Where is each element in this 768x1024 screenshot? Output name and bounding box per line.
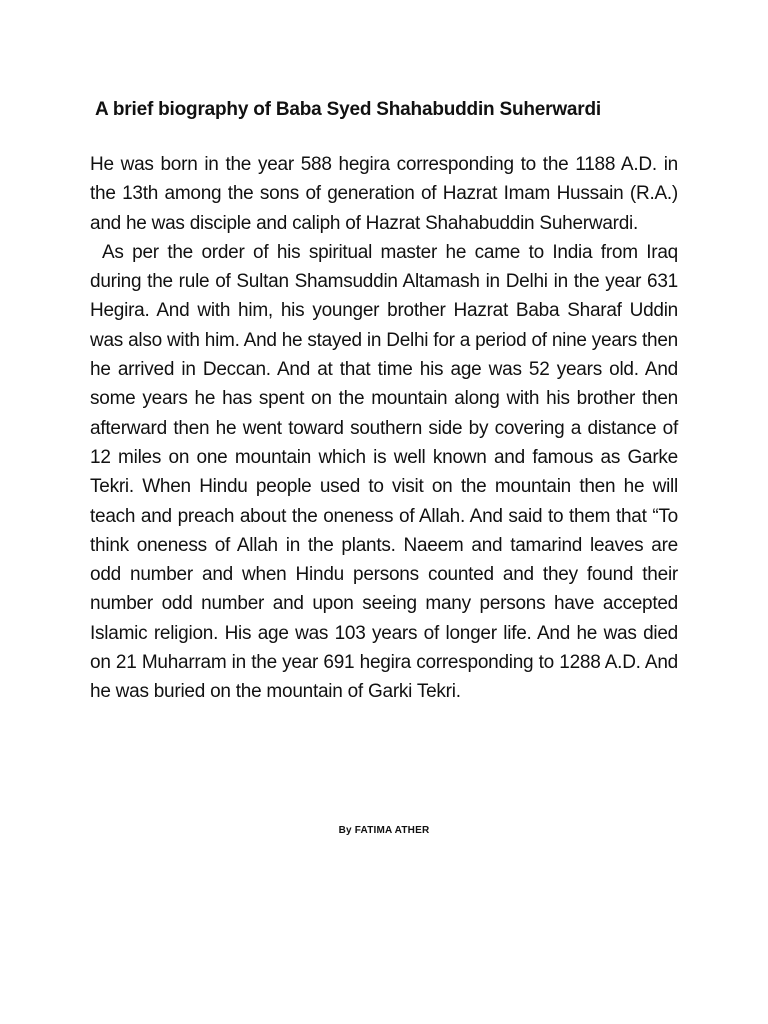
author-byline: By FATIMA ATHER [338, 825, 430, 836]
document-body [90, 150, 678, 707]
paragraph-1: He was born in the year 588 hegira corresponding to the 1188 A.D. in the 13th among the sons of generation of Hazrat Imam Hussain (R.A.) and he was disciple and caliph of Hazrat Shahabuddin Suherwardi. [90, 154, 678, 234]
document-title: A brief biography of Baba Syed Shahabuddin Suherwardi [95, 99, 601, 120]
paragraph-2: As per the order of his spiritual master he came to India from Iraq during the rule of Sultan Shamsuddin Altamash in Delhi in the year 631 Hegira. And with him, his younger brother Hazrat Baba Sharaf Uddin was also with him. And he stayed in Delhi for a period of nine years then he arrived in Deccan. And at that time his age was 52 years old. And some years he has spent on the mountain along with his brother then afterward then he went toward southern side by covering a distance of 12 miles on one mountain which is well known and famous as Garke Tekri. When Hindu people used to visit on the mountain then he will teach and preach about the oneness of Allah. And said to them that “To think oneness of Allah in the plants. Naeem and tamarind leaves are odd number and when Hindu persons counted and they found their number odd number and upon seeing many persons have accepted Islamic religion. His age was 103 years of longer life. And he was died on 21 Muharram in the year 691 hegira corresponding to 1288 A.D. And he was buried on the mountain of Garki Tekri. [90, 241, 678, 703]
